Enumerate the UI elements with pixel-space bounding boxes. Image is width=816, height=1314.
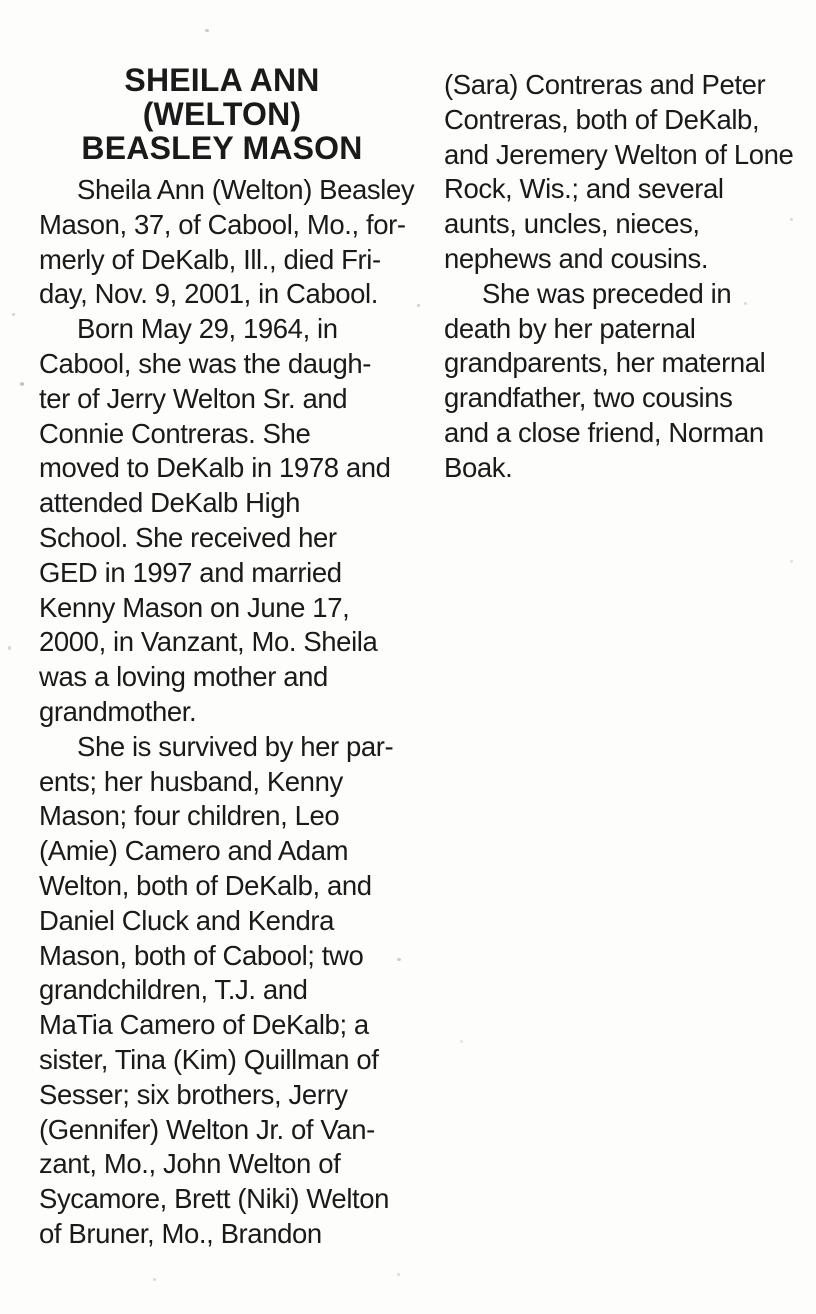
paragraph bbox=[39, 173, 415, 312]
right-column-text bbox=[444, 68, 810, 486]
text-line: Sycamore, Brett (Niki) Welton bbox=[39, 1183, 390, 1215]
scan-speck bbox=[460, 1040, 463, 1043]
title-line-3: BEASLEY MASON bbox=[81, 130, 363, 166]
paragraph bbox=[39, 730, 405, 1252]
right-column bbox=[444, 68, 810, 486]
paragraph bbox=[444, 68, 810, 277]
text-line: MaTia Camero of DeKalb; a bbox=[39, 1009, 369, 1041]
text-line: Rock, Wis.; and several bbox=[444, 173, 724, 205]
text-line: Mason, 37, of Cabool, Mo., for- bbox=[39, 208, 406, 240]
left-column-text bbox=[39, 173, 415, 1252]
text-line: School. She received her bbox=[39, 521, 337, 553]
text-line: Mason, both of Cabool; two bbox=[39, 939, 364, 971]
text-line: day, Nov. 9, 2001, in Cabool. bbox=[39, 278, 378, 310]
text-line: Sheila Ann (Welton) Beasley bbox=[77, 174, 415, 205]
text-line: She was preceded in bbox=[482, 277, 732, 309]
scan-speck bbox=[205, 29, 209, 32]
text-line: ter of Jerry Welton Sr. and bbox=[39, 382, 348, 414]
text-line: Daniel Cluck and Kendra bbox=[39, 904, 335, 936]
text-line: Mason; four children, Leo bbox=[39, 800, 340, 832]
text-line: grandfather, two cousins bbox=[444, 382, 733, 414]
text-line: Contreras, both of DeKalb, bbox=[444, 103, 760, 135]
text-line: and a close friend, Norman bbox=[444, 416, 764, 448]
text-line: and Jeremery Welton of Lone bbox=[444, 138, 794, 170]
text-line: aunts, uncles, nieces, bbox=[444, 208, 700, 240]
text-line: grandparents, her maternal bbox=[444, 347, 766, 379]
text-line: Cabool, she was the daugh- bbox=[39, 347, 372, 379]
text-line: grandchildren, T.J. and bbox=[39, 974, 308, 1006]
text-line: 2000, in Vanzant, Mo. Sheila bbox=[39, 626, 378, 658]
text-line: Welton, both of DeKalb, and bbox=[39, 869, 372, 901]
text-line: (Gennifer) Welton Jr. of Van- bbox=[39, 1113, 375, 1145]
paragraph bbox=[444, 277, 810, 486]
text-line: attended DeKalb High bbox=[39, 487, 301, 519]
scan-speck bbox=[397, 1273, 400, 1276]
text-line: Kenny Mason on June 17, bbox=[39, 591, 350, 623]
text-line: of Bruner, Mo., Brandon bbox=[39, 1217, 322, 1249]
text-line: GED in 1997 and married bbox=[39, 556, 342, 588]
text-line: Born May 29, 1964, in bbox=[77, 313, 338, 345]
text-line: Connie Contreras. She bbox=[39, 417, 311, 449]
obituary-title bbox=[39, 63, 405, 165]
scan-speck bbox=[12, 313, 15, 316]
text-line: zant, Mo., John Welton of bbox=[39, 1148, 341, 1180]
text-line: was a loving mother and bbox=[39, 661, 328, 693]
text-line: death by her paternal bbox=[444, 312, 696, 344]
text-line: (Sara) Contreras and Peter bbox=[444, 69, 766, 100]
scan-speck bbox=[153, 1278, 156, 1281]
text-line: (Amie) Camero and Adam bbox=[39, 835, 349, 867]
scan-speck bbox=[790, 560, 793, 563]
scan-speck bbox=[8, 646, 11, 650]
paragraph bbox=[39, 312, 405, 730]
text-line: merly of DeKalb, Ill., died Fri- bbox=[39, 243, 381, 275]
text-line: ents; her husband, Kenny bbox=[39, 765, 343, 797]
title-line-2: (WELTON) bbox=[142, 96, 302, 132]
text-line: grandmother. bbox=[39, 695, 197, 727]
text-line: Boak. bbox=[444, 451, 513, 483]
text-line: nephews and cousins. bbox=[444, 242, 709, 274]
scan-speck bbox=[20, 382, 24, 386]
text-line: She is survived by her par- bbox=[77, 730, 394, 762]
scan-speck bbox=[417, 304, 420, 307]
text-line: Sesser; six brothers, Jerry bbox=[39, 1078, 348, 1110]
text-line: sister, Tina (Kim) Quillman of bbox=[39, 1043, 379, 1075]
left-column bbox=[39, 62, 415, 1252]
title-line-1: SHEILA ANN bbox=[124, 62, 320, 98]
text-line: moved to DeKalb in 1978 and bbox=[39, 452, 391, 484]
